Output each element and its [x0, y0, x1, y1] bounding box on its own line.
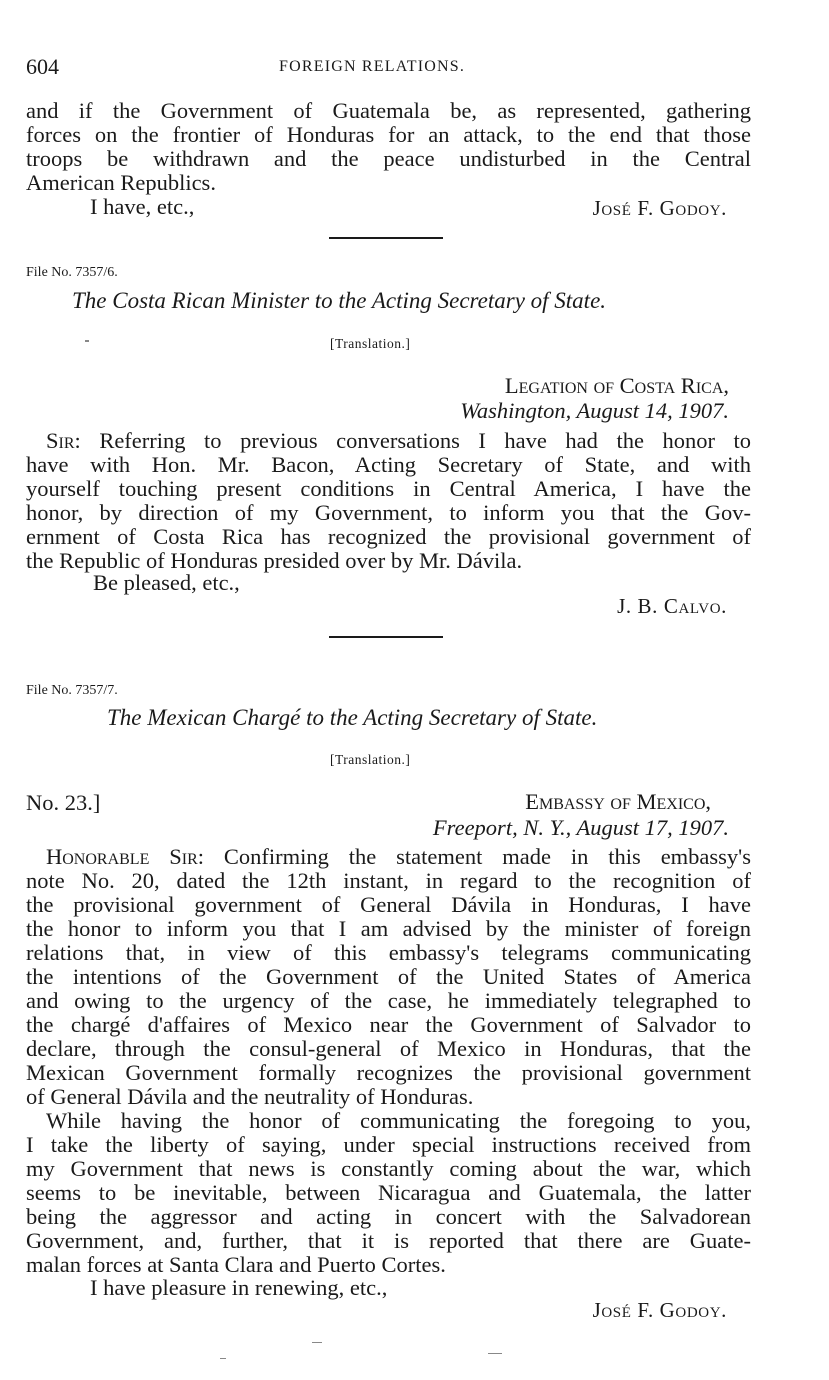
- page-number: 604: [26, 54, 59, 79]
- letter2-line-3: honor, by direction of my Government, to inform you that the Gov-: [26, 500, 751, 525]
- letter3-p2-line-4: being the aggressor and acting in concert with the Salvadorean: [26, 1204, 751, 1229]
- letter3-p1-line-4: relations that, in view of this embassy's telegrams communicating: [26, 940, 751, 965]
- letter3-p1-line-2: the provisional government of General Dávila in Honduras, I have: [26, 892, 751, 917]
- section-divider: [329, 636, 443, 638]
- letter1-line-3: American Republics.: [26, 170, 216, 195]
- letter3-closing: I have pleasure in renewing, etc.,: [90, 1275, 388, 1300]
- letter3-p2-line-5: Government, and, further, that it is reported that there are Guate-: [26, 1228, 751, 1253]
- letter2-title: The Costa Rican Minister to the Acting Secretary of State.: [72, 288, 607, 313]
- letter1-signature: José F. Godoy.: [592, 196, 727, 220]
- letter3-p2-line-6: malan forces at Santa Clara and Puerto Cortes.: [26, 1252, 446, 1277]
- letter3-signature: José F. Godoy.: [592, 1298, 727, 1322]
- letter3-p2-line-2: my Government that news is constantly coming about the war, which: [26, 1156, 751, 1181]
- letter3-p1-line-5: the intentions of the Government of the United States of America: [26, 964, 751, 989]
- letter2-file-number: File No. 7357/6.: [26, 265, 118, 280]
- letter3-origin: Embassy of Mexico,: [525, 789, 711, 814]
- scan-speck: [85, 340, 89, 342]
- letter1-closing: I have, etc.,: [90, 194, 195, 219]
- letter3-p1-line-8: declare, through the consul-general of Mexico in Honduras, that the: [26, 1036, 751, 1061]
- letter3-file-number: File No. 7357/7.: [26, 683, 118, 698]
- letter3-p1-line-0: Honorable Sir: Confirming the statement made in this embassy's: [46, 844, 751, 869]
- letter2-closing: Be pleased, etc.,: [93, 570, 240, 595]
- scan-speck: [312, 1342, 322, 1343]
- scan-speck: [488, 1353, 502, 1354]
- letter2-line-4: ernment of Costa Rica has recognized the provisional government of: [26, 524, 751, 549]
- letter3-p2-line-3: seems to be inevitable, between Nicaragua and Guatemala, the latter: [26, 1180, 751, 1205]
- letter3-title: The Mexican Chargé to the Acting Secretary of State.: [107, 705, 598, 730]
- scan-speck: [220, 1358, 226, 1359]
- letter1-line-2: troops be withdrawn and the peace undisturbed in the Central: [26, 146, 751, 171]
- letter2-line-2: yourself touching present conditions in Central America, I have the: [26, 476, 751, 501]
- letter3-p1-line-9: Mexican Government formally recognizes the provisional government: [26, 1060, 751, 1085]
- running-title: FOREIGN RELATIONS.: [279, 58, 466, 75]
- letter2-translation-note: [Translation.]: [330, 336, 411, 351]
- letter3-salutation: Honorable Sir:: [46, 844, 205, 869]
- letter3-translation-note: [Translation.]: [330, 752, 411, 767]
- letter2-line-5: the Republic of Honduras presided over by Mr. Dávila.: [26, 548, 523, 573]
- letter3-number: No. 23.]: [26, 790, 101, 815]
- letter3-p1-line-7: the chargé d'affaires of Mexico near the Government of Salvador to: [26, 1012, 751, 1037]
- letter3-p1-line-10: of General Dávila and the neutrality of Honduras.: [26, 1084, 474, 1109]
- letter3-p2-line-0: While having the honor of communicating the foregoing to you,: [46, 1108, 751, 1133]
- letter2-salutation: Sir:: [46, 428, 81, 453]
- letter1-line-0: and if the Government of Guatemala be, as represented, gathering: [26, 98, 751, 123]
- letter2-origin: Legation of Costa Rica,: [504, 373, 729, 398]
- letter2-line-0: Sir: Referring to previous conversations I have had the honor to: [46, 428, 751, 453]
- letter3-p1-line-1: note No. 20, dated the 12th instant, in regard to the recognition of: [26, 868, 751, 893]
- letter3-p1-line-6: and owing to the urgency of the case, he immediately telegraphed to: [26, 988, 751, 1013]
- letter3-p2-line-1: I take the liberty of saying, under special instructions received from: [26, 1132, 751, 1157]
- letter2-place-date: Washington, August 14, 1907.: [460, 398, 729, 423]
- letter3-p1-line-3: the honor to inform you that I am advised by the minister of foreign: [26, 916, 751, 941]
- letter2-signature: J. B. Calvo.: [617, 594, 727, 618]
- letter2-line-1: have with Hon. Mr. Bacon, Acting Secretary of State, and with: [26, 452, 751, 477]
- section-divider: [329, 237, 443, 239]
- letter1-line-1: forces on the frontier of Honduras for an attack, to the end that those: [26, 122, 751, 147]
- letter3-place-date: Freeport, N. Y., August 17, 1907.: [432, 815, 729, 840]
